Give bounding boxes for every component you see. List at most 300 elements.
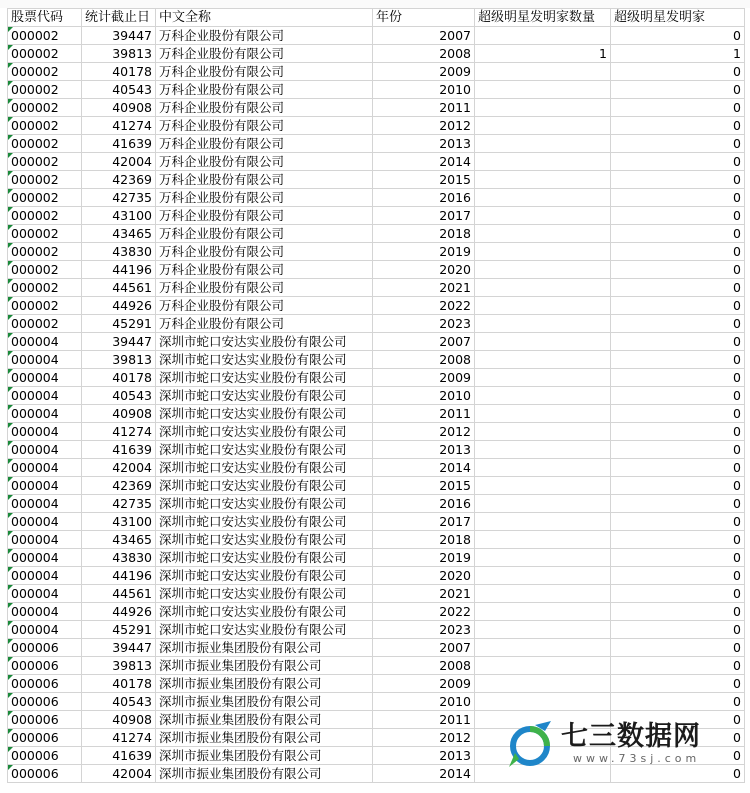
cell-chinese-name[interactable]: 深圳市振业集团股份有限公司 [156, 639, 373, 657]
text-number-indicator-icon [8, 171, 13, 176]
cell-chinese-name[interactable]: 万科企业股份有限公司 [156, 153, 373, 171]
header-row [8, 9, 745, 27]
cell-inventor-flag[interactable]: 0 [611, 603, 745, 621]
cell-inventor-count[interactable] [475, 495, 611, 513]
cell-stock-code[interactable] [8, 351, 82, 369]
table-row [8, 279, 745, 297]
cell-chinese-name[interactable]: 深圳市蛇口安达实业股份有限公司 [156, 585, 373, 603]
cell-chinese-name[interactable]: 万科企业股份有限公司 [156, 297, 373, 315]
cell-text: 000004 [11, 424, 59, 439]
cell-inventor-count[interactable] [475, 351, 611, 369]
cell-cutoff-date[interactable]: 40543 [82, 81, 156, 99]
cell-inventor-flag[interactable]: 0 [611, 279, 745, 297]
cell-year[interactable]: 2012 [373, 423, 475, 441]
cell-year[interactable]: 2014 [373, 765, 475, 783]
cell-inventor-flag[interactable]: 0 [611, 441, 745, 459]
cell-year[interactable]: 2023 [373, 621, 475, 639]
cell-cutoff-date[interactable]: 39447 [82, 333, 156, 351]
cell-cutoff-date[interactable]: 40178 [82, 675, 156, 693]
cell-inventor-count[interactable] [475, 423, 611, 441]
cell-inventor-flag[interactable]: 0 [611, 207, 745, 225]
table-row [8, 585, 745, 603]
cell-chinese-name[interactable]: 万科企业股份有限公司 [156, 27, 373, 45]
cell-stock-code[interactable] [8, 387, 82, 405]
cell-inventor-flag[interactable]: 0 [611, 333, 745, 351]
cell-year[interactable]: 2019 [373, 549, 475, 567]
cell-inventor-flag[interactable]: 0 [611, 657, 745, 675]
cell-year[interactable]: 2022 [373, 603, 475, 621]
cell-inventor-flag[interactable]: 0 [611, 621, 745, 639]
cell-cutoff-date[interactable]: 39813 [82, 657, 156, 675]
cell-inventor-count[interactable] [475, 459, 611, 477]
cell-stock-code[interactable] [8, 423, 82, 441]
cell-cutoff-date[interactable]: 44926 [82, 603, 156, 621]
cell-year[interactable]: 2010 [373, 693, 475, 711]
cell-inventor-count[interactable] [475, 693, 611, 711]
cell-stock-code[interactable] [8, 621, 82, 639]
cell-text: 000004 [11, 622, 59, 637]
cell-inventor-flag[interactable]: 0 [611, 747, 745, 765]
cell-inventor-flag[interactable]: 0 [611, 387, 745, 405]
cell-inventor-flag[interactable]: 0 [611, 423, 745, 441]
cell-text: 000006 [11, 694, 59, 709]
cell-stock-code[interactable] [8, 171, 82, 189]
cell-inventor-count[interactable] [475, 477, 611, 495]
cell-cutoff-date[interactable]: 40543 [82, 693, 156, 711]
cell-year[interactable]: 2007 [373, 27, 475, 45]
cell-chinese-name[interactable]: 万科企业股份有限公司 [156, 171, 373, 189]
cell-inventor-flag[interactable]: 0 [611, 135, 745, 153]
cell-chinese-name[interactable]: 深圳市蛇口安达实业股份有限公司 [156, 369, 373, 387]
cell-stock-code[interactable] [8, 189, 82, 207]
cell-year[interactable]: 2018 [373, 225, 475, 243]
cell-inventor-count[interactable] [475, 531, 611, 549]
cell-cutoff-date[interactable]: 40908 [82, 99, 156, 117]
header-cell-year[interactable]: 年份 [373, 9, 475, 27]
cell-inventor-flag[interactable]: 0 [611, 81, 745, 99]
cell-year[interactable]: 2014 [373, 153, 475, 171]
cell-cutoff-date[interactable]: 43830 [82, 549, 156, 567]
cell-stock-code[interactable] [8, 747, 82, 765]
cell-year[interactable]: 2021 [373, 279, 475, 297]
cell-year[interactable]: 2015 [373, 477, 475, 495]
cell-stock-code[interactable] [8, 153, 82, 171]
cell-year[interactable]: 2013 [373, 441, 475, 459]
cell-inventor-flag[interactable]: 0 [611, 369, 745, 387]
cell-cutoff-date[interactable]: 39813 [82, 45, 156, 63]
cell-inventor-count[interactable] [475, 639, 611, 657]
cell-year[interactable]: 2011 [373, 711, 475, 729]
table-row [8, 441, 745, 459]
cell-cutoff-date[interactable]: 44196 [82, 567, 156, 585]
cell-inventor-flag[interactable]: 0 [611, 567, 745, 585]
cell-cutoff-date[interactable]: 41274 [82, 423, 156, 441]
cell-year[interactable]: 2016 [373, 189, 475, 207]
cell-cutoff-date[interactable]: 41639 [82, 441, 156, 459]
text-number-indicator-icon [8, 711, 13, 716]
cell-cutoff-date[interactable]: 40908 [82, 405, 156, 423]
cell-year[interactable]: 2012 [373, 729, 475, 747]
cell-stock-code[interactable] [8, 765, 82, 783]
cell-stock-code[interactable] [8, 207, 82, 225]
table-row [8, 405, 745, 423]
cell-stock-code[interactable] [8, 27, 82, 45]
cell-stock-code[interactable] [8, 549, 82, 567]
cell-year[interactable]: 2008 [373, 657, 475, 675]
cell-inventor-flag[interactable]: 0 [611, 585, 745, 603]
cell-inventor-flag[interactable]: 0 [611, 765, 745, 783]
cell-chinese-name[interactable]: 深圳市蛇口安达实业股份有限公司 [156, 441, 373, 459]
cell-inventor-flag[interactable]: 0 [611, 639, 745, 657]
cell-chinese-name[interactable]: 深圳市蛇口安达实业股份有限公司 [156, 351, 373, 369]
cell-chinese-name[interactable]: 深圳市振业集团股份有限公司 [156, 675, 373, 693]
cell-chinese-name[interactable]: 深圳市蛇口安达实业股份有限公司 [156, 603, 373, 621]
cell-inventor-count[interactable] [475, 81, 611, 99]
cell-year[interactable]: 2010 [373, 81, 475, 99]
cell-inventor-flag[interactable]: 0 [611, 675, 745, 693]
cell-stock-code[interactable] [8, 225, 82, 243]
cell-year[interactable]: 2023 [373, 315, 475, 333]
cell-text: 000004 [11, 568, 59, 583]
cell-chinese-name[interactable]: 深圳市蛇口安达实业股份有限公司 [156, 549, 373, 567]
cell-chinese-name[interactable]: 万科企业股份有限公司 [156, 261, 373, 279]
cell-inventor-flag[interactable]: 0 [611, 531, 745, 549]
cell-inventor-count[interactable] [475, 675, 611, 693]
cell-stock-code[interactable] [8, 45, 82, 63]
cell-year[interactable]: 2016 [373, 495, 475, 513]
cell-chinese-name[interactable]: 万科企业股份有限公司 [156, 207, 373, 225]
cell-inventor-flag[interactable]: 0 [611, 351, 745, 369]
cell-inventor-count[interactable] [475, 279, 611, 297]
cell-cutoff-date[interactable]: 41639 [82, 135, 156, 153]
data-grid [7, 8, 745, 783]
cell-stock-code[interactable] [8, 495, 82, 513]
cell-year[interactable]: 2021 [373, 585, 475, 603]
cell-chinese-name[interactable]: 万科企业股份有限公司 [156, 99, 373, 117]
cell-inventor-flag[interactable]: 0 [611, 711, 745, 729]
cell-chinese-name[interactable]: 深圳市蛇口安达实业股份有限公司 [156, 459, 373, 477]
cell-year[interactable]: 2014 [373, 459, 475, 477]
cell-chinese-name[interactable]: 深圳市振业集团股份有限公司 [156, 765, 373, 783]
cell-year[interactable]: 2008 [373, 351, 475, 369]
cell-inventor-count[interactable] [475, 153, 611, 171]
cell-inventor-flag[interactable]: 0 [611, 99, 745, 117]
cell-chinese-name[interactable]: 深圳市振业集团股份有限公司 [156, 729, 373, 747]
cell-inventor-count[interactable] [475, 207, 611, 225]
cell-stock-code[interactable] [8, 441, 82, 459]
cell-stock-code[interactable] [8, 675, 82, 693]
cell-cutoff-date[interactable]: 44561 [82, 585, 156, 603]
cell-inventor-count[interactable] [475, 99, 611, 117]
table-row [8, 153, 745, 171]
cell-cutoff-date[interactable]: 43100 [82, 207, 156, 225]
table-row [8, 621, 745, 639]
cell-stock-code[interactable] [8, 333, 82, 351]
cell-inventor-flag[interactable]: 0 [611, 477, 745, 495]
cell-chinese-name[interactable]: 万科企业股份有限公司 [156, 279, 373, 297]
cell-inventor-flag[interactable]: 0 [611, 261, 745, 279]
cell-inventor-flag[interactable]: 0 [611, 729, 745, 747]
cell-chinese-name[interactable]: 深圳市振业集团股份有限公司 [156, 711, 373, 729]
cell-inventor-count[interactable] [475, 27, 611, 45]
cell-chinese-name[interactable]: 深圳市蛇口安达实业股份有限公司 [156, 333, 373, 351]
cell-inventor-count[interactable] [475, 189, 611, 207]
cell-inventor-count[interactable] [475, 585, 611, 603]
cell-inventor-flag[interactable]: 0 [611, 495, 745, 513]
table-row [8, 387, 745, 405]
cell-cutoff-date[interactable]: 41274 [82, 729, 156, 747]
cell-chinese-name[interactable]: 万科企业股份有限公司 [156, 135, 373, 153]
cell-inventor-count[interactable] [475, 117, 611, 135]
cell-text: 000006 [11, 712, 59, 727]
cell-inventor-count[interactable] [475, 441, 611, 459]
table-row [8, 639, 745, 657]
cell-cutoff-date[interactable]: 40178 [82, 63, 156, 81]
cell-year[interactable]: 2007 [373, 333, 475, 351]
cell-inventor-flag[interactable]: 0 [611, 693, 745, 711]
cell-inventor-count[interactable] [475, 333, 611, 351]
header-cell-chinese-name[interactable]: 中文全称 [156, 9, 373, 27]
cell-year[interactable]: 2010 [373, 387, 475, 405]
cell-chinese-name[interactable]: 万科企业股份有限公司 [156, 45, 373, 63]
cell-stock-code[interactable] [8, 459, 82, 477]
text-number-indicator-icon [8, 135, 13, 140]
cell-chinese-name[interactable]: 万科企业股份有限公司 [156, 117, 373, 135]
cell-year[interactable]: 2020 [373, 261, 475, 279]
cell-inventor-flag[interactable]: 1 [611, 45, 745, 63]
cell-cutoff-date[interactable]: 42004 [82, 459, 156, 477]
cell-year[interactable]: 2015 [373, 171, 475, 189]
cell-stock-code[interactable] [8, 477, 82, 495]
cell-text: 000006 [11, 748, 59, 763]
cell-cutoff-date[interactable]: 42735 [82, 495, 156, 513]
cell-chinese-name[interactable]: 深圳市蛇口安达实业股份有限公司 [156, 405, 373, 423]
cell-inventor-flag[interactable]: 0 [611, 513, 745, 531]
header-cell-inventor-count[interactable]: 超级明星发明家数量 [475, 9, 611, 27]
cell-inventor-flag[interactable]: 0 [611, 117, 745, 135]
cell-cutoff-date[interactable]: 43100 [82, 513, 156, 531]
cell-inventor-count[interactable] [475, 621, 611, 639]
cell-chinese-name[interactable]: 万科企业股份有限公司 [156, 315, 373, 333]
cell-cutoff-date[interactable]: 44561 [82, 279, 156, 297]
cell-inventor-flag[interactable]: 0 [611, 549, 745, 567]
cell-stock-code[interactable] [8, 369, 82, 387]
cell-cutoff-date[interactable]: 39447 [82, 639, 156, 657]
cell-inventor-count[interactable] [475, 513, 611, 531]
cell-text: 000002 [11, 136, 59, 151]
cell-stock-code[interactable] [8, 567, 82, 585]
cell-inventor-flag[interactable]: 0 [611, 315, 745, 333]
cell-chinese-name[interactable]: 万科企业股份有限公司 [156, 189, 373, 207]
cell-cutoff-date[interactable]: 40908 [82, 711, 156, 729]
table-row [8, 459, 745, 477]
cell-inventor-flag[interactable]: 0 [611, 63, 745, 81]
cell-inventor-count[interactable] [475, 225, 611, 243]
cell-stock-code[interactable] [8, 261, 82, 279]
cell-inventor-count[interactable] [475, 567, 611, 585]
cell-stock-code[interactable] [8, 81, 82, 99]
cell-inventor-flag[interactable]: 0 [611, 405, 745, 423]
cell-stock-code[interactable] [8, 693, 82, 711]
table-row [8, 495, 745, 513]
text-number-indicator-icon [8, 567, 13, 572]
cell-year[interactable]: 2018 [373, 531, 475, 549]
cell-cutoff-date[interactable]: 45291 [82, 315, 156, 333]
cell-year[interactable]: 2009 [373, 369, 475, 387]
cell-cutoff-date[interactable]: 41639 [82, 747, 156, 765]
cell-stock-code[interactable] [8, 531, 82, 549]
cell-inventor-flag[interactable]: 0 [611, 189, 745, 207]
cell-inventor-count[interactable] [475, 243, 611, 261]
cell-inventor-flag[interactable]: 0 [611, 459, 745, 477]
table-row [8, 99, 745, 117]
cell-inventor-count[interactable]: 1 [475, 45, 611, 63]
cell-stock-code[interactable] [8, 135, 82, 153]
cell-cutoff-date[interactable]: 44926 [82, 297, 156, 315]
cell-stock-code[interactable] [8, 405, 82, 423]
cell-cutoff-date[interactable]: 40543 [82, 387, 156, 405]
cell-text: 000006 [11, 730, 59, 745]
cell-cutoff-date[interactable]: 43465 [82, 531, 156, 549]
cell-year[interactable]: 2017 [373, 513, 475, 531]
cell-cutoff-date[interactable]: 41274 [82, 117, 156, 135]
table-row [8, 423, 745, 441]
table-row [8, 603, 745, 621]
header-cell-inventor-flag[interactable]: 超级明星发明家 [611, 9, 745, 27]
cell-year[interactable]: 2022 [373, 297, 475, 315]
text-number-indicator-icon [8, 513, 13, 518]
cell-stock-code[interactable] [8, 63, 82, 81]
cell-chinese-name[interactable]: 深圳市蛇口安达实业股份有限公司 [156, 423, 373, 441]
cell-inventor-count[interactable] [475, 63, 611, 81]
cell-chinese-name[interactable]: 深圳市蛇口安达实业股份有限公司 [156, 495, 373, 513]
cell-cutoff-date[interactable]: 44196 [82, 261, 156, 279]
cell-stock-code[interactable] [8, 711, 82, 729]
cell-text: 000002 [11, 298, 59, 313]
cell-inventor-flag[interactable]: 0 [611, 297, 745, 315]
cell-text: 000004 [11, 514, 59, 529]
cell-stock-code[interactable] [8, 117, 82, 135]
cell-text: 000004 [11, 352, 59, 367]
cell-inventor-count[interactable] [475, 549, 611, 567]
cell-year[interactable]: 2009 [373, 675, 475, 693]
cell-cutoff-date[interactable]: 42735 [82, 189, 156, 207]
cell-text: 000002 [11, 208, 59, 223]
cell-stock-code[interactable] [8, 639, 82, 657]
cell-inventor-count[interactable] [475, 297, 611, 315]
header-cell-cutoff-date[interactable]: 统计截止日 [82, 9, 156, 27]
text-number-indicator-icon [8, 603, 13, 608]
cell-cutoff-date[interactable]: 42004 [82, 153, 156, 171]
cell-cutoff-date[interactable]: 39447 [82, 27, 156, 45]
cell-year[interactable]: 2011 [373, 405, 475, 423]
cell-chinese-name[interactable]: 万科企业股份有限公司 [156, 243, 373, 261]
cell-year[interactable]: 2013 [373, 747, 475, 765]
cell-inventor-count[interactable] [475, 171, 611, 189]
cell-chinese-name[interactable]: 深圳市蛇口安达实业股份有限公司 [156, 477, 373, 495]
cell-stock-code[interactable] [8, 603, 82, 621]
cell-year[interactable]: 2009 [373, 63, 475, 81]
cell-stock-code[interactable] [8, 297, 82, 315]
cell-chinese-name[interactable]: 深圳市振业集团股份有限公司 [156, 747, 373, 765]
cell-text: 000002 [11, 64, 59, 79]
cell-cutoff-date[interactable]: 42369 [82, 171, 156, 189]
cell-year[interactable]: 2011 [373, 99, 475, 117]
cell-cutoff-date[interactable]: 39813 [82, 351, 156, 369]
cell-inventor-count[interactable] [475, 315, 611, 333]
cell-cutoff-date[interactable]: 43465 [82, 225, 156, 243]
cell-inventor-flag[interactable]: 0 [611, 243, 745, 261]
table-row [8, 81, 745, 99]
cell-text: 000004 [11, 604, 59, 619]
cell-stock-code[interactable] [8, 585, 82, 603]
cell-year[interactable]: 2017 [373, 207, 475, 225]
cell-chinese-name[interactable]: 深圳市蛇口安达实业股份有限公司 [156, 621, 373, 639]
cell-chinese-name[interactable]: 万科企业股份有限公司 [156, 81, 373, 99]
table-row [8, 189, 745, 207]
cell-inventor-count[interactable] [475, 603, 611, 621]
cell-chinese-name[interactable]: 深圳市振业集团股份有限公司 [156, 657, 373, 675]
cell-cutoff-date[interactable]: 43830 [82, 243, 156, 261]
header-cell-stock-code[interactable]: 股票代码 [8, 9, 82, 27]
cell-cutoff-date[interactable]: 42004 [82, 765, 156, 783]
cell-cutoff-date[interactable]: 42369 [82, 477, 156, 495]
cell-chinese-name[interactable]: 深圳市振业集团股份有限公司 [156, 693, 373, 711]
cell-year[interactable]: 2013 [373, 135, 475, 153]
cell-chinese-name[interactable]: 万科企业股份有限公司 [156, 63, 373, 81]
cell-chinese-name[interactable]: 万科企业股份有限公司 [156, 225, 373, 243]
cell-cutoff-date[interactable]: 40178 [82, 369, 156, 387]
cell-stock-code[interactable] [8, 315, 82, 333]
cell-year[interactable]: 2008 [373, 45, 475, 63]
cell-inventor-count[interactable] [475, 387, 611, 405]
cell-text: 000002 [11, 280, 59, 295]
cell-inventor-flag[interactable]: 0 [611, 153, 745, 171]
table-row [8, 315, 745, 333]
table-row [8, 261, 745, 279]
cell-stock-code[interactable] [8, 243, 82, 261]
cell-year[interactable]: 2007 [373, 639, 475, 657]
cell-year[interactable]: 2019 [373, 243, 475, 261]
cell-cutoff-date[interactable]: 45291 [82, 621, 156, 639]
cell-stock-code[interactable] [8, 657, 82, 675]
table-row [8, 333, 745, 351]
cell-year[interactable]: 2012 [373, 117, 475, 135]
cell-text: 000002 [11, 82, 59, 97]
table-row [8, 513, 745, 531]
cell-stock-code[interactable] [8, 513, 82, 531]
cell-inventor-count[interactable] [475, 657, 611, 675]
cell-stock-code[interactable] [8, 729, 82, 747]
cell-year[interactable]: 2020 [373, 567, 475, 585]
cell-inventor-flag[interactable]: 0 [611, 225, 745, 243]
cell-chinese-name[interactable]: 深圳市蛇口安达实业股份有限公司 [156, 567, 373, 585]
cell-inventor-count[interactable] [475, 369, 611, 387]
cell-chinese-name[interactable]: 深圳市蛇口安达实业股份有限公司 [156, 531, 373, 549]
cell-inventor-flag[interactable]: 0 [611, 171, 745, 189]
cell-stock-code[interactable] [8, 99, 82, 117]
cell-inventor-count[interactable] [475, 261, 611, 279]
cell-stock-code[interactable] [8, 279, 82, 297]
text-number-indicator-icon [8, 99, 13, 104]
cell-text: 000002 [11, 154, 59, 169]
cell-text: 000002 [11, 226, 59, 241]
cell-chinese-name[interactable]: 深圳市蛇口安达实业股份有限公司 [156, 387, 373, 405]
cell-inventor-flag[interactable]: 0 [611, 27, 745, 45]
cell-inventor-count[interactable] [475, 135, 611, 153]
cell-chinese-name[interactable]: 深圳市蛇口安达实业股份有限公司 [156, 513, 373, 531]
cell-inventor-count[interactable] [475, 405, 611, 423]
